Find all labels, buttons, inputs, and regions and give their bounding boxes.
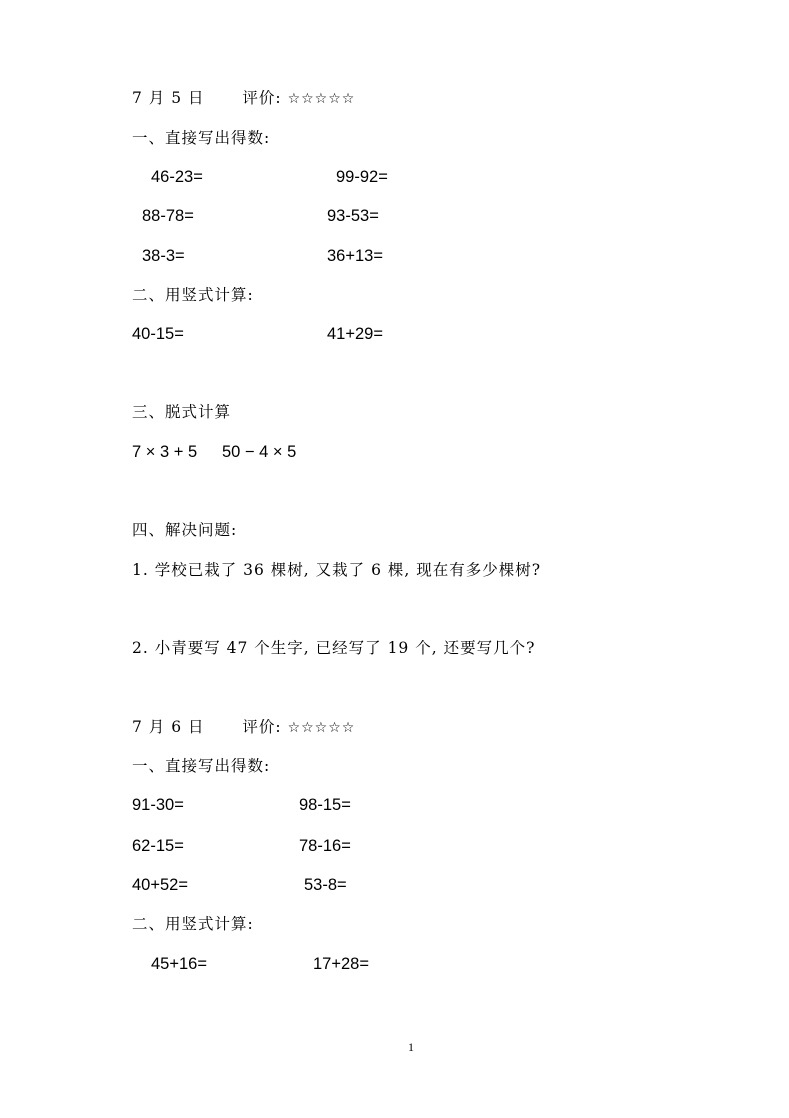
- problem: 17+28=: [313, 955, 369, 973]
- date-text: 7 月 5 日: [132, 89, 205, 107]
- page-number: 1: [408, 1040, 414, 1054]
- section-title-direct: 一、直接写出得数:: [132, 129, 271, 147]
- date-text: 7 月 6 日: [132, 718, 205, 736]
- problem: 41+29=: [327, 325, 383, 343]
- problem: 53-8=: [304, 876, 347, 894]
- rating-label: 评价:: [242, 718, 282, 736]
- problem: 45+16=: [151, 955, 207, 973]
- word-problem: 1. 学校已栽了 36 棵树, 又栽了 6 棵, 现在有多少棵树?: [132, 561, 542, 579]
- date-heading: [132, 88, 355, 109]
- problem: 36+13=: [327, 247, 383, 265]
- problem: 99-92=: [336, 168, 388, 186]
- section-title-vertical: 二、用竖式计算:: [132, 286, 254, 304]
- problem: 88-78=: [142, 207, 194, 225]
- rating-stars: ☆☆☆☆☆: [287, 720, 356, 736]
- problem: 40-15=: [132, 325, 184, 343]
- word-problem: 2. 小青要写 47 个生字, 已经写了 19 个, 还要写几个?: [132, 639, 536, 657]
- problem: 78-16=: [299, 837, 351, 855]
- problem: 38-3=: [142, 247, 185, 265]
- rating-stars: ☆☆☆☆☆: [287, 91, 356, 107]
- problem: 40+52=: [132, 876, 188, 894]
- date-heading: [132, 717, 355, 738]
- problem: 98-15=: [299, 796, 351, 814]
- section-title-word-problems: 四、解决问题:: [132, 521, 238, 539]
- problem: 46-23=: [151, 168, 203, 186]
- problem: 62-15=: [132, 837, 184, 855]
- section-title-direct: 一、直接写出得数:: [132, 757, 271, 775]
- problem: 7 × 3 + 5: [132, 443, 198, 461]
- rating-label: 评价:: [242, 89, 282, 107]
- problem: 91-30=: [132, 796, 184, 814]
- problem: 93-53=: [327, 207, 379, 225]
- section-title-vertical: 二、用竖式计算:: [132, 915, 254, 933]
- problem: 50 − 4 × 5: [222, 443, 297, 461]
- section-title-stepwise: 三、脱式计算: [132, 403, 232, 421]
